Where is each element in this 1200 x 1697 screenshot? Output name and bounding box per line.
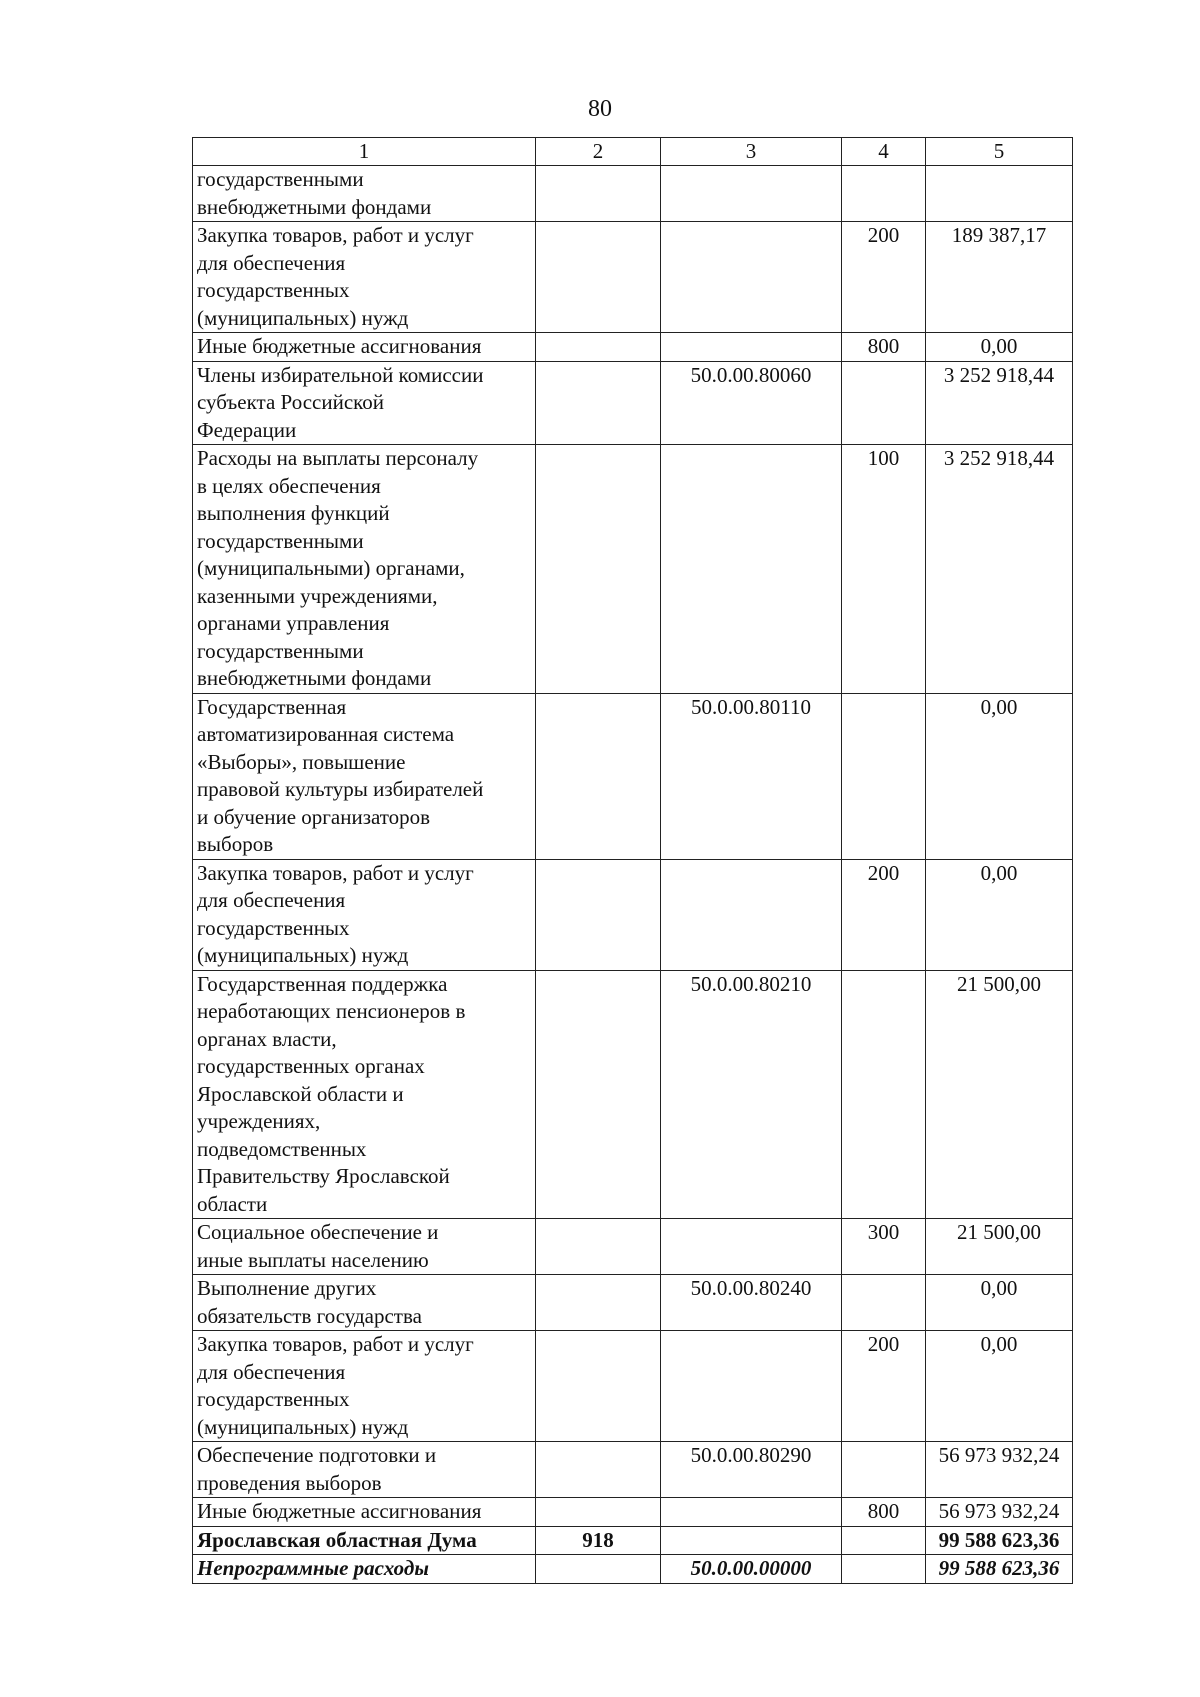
dept-code-cell (536, 1219, 661, 1275)
target-article-cell: 50.0.00.80210 (661, 970, 842, 1219)
expense-type-cell: 800 (842, 333, 926, 362)
amount-cell: 189 387,17 (926, 222, 1073, 333)
amount-cell: 3 252 918,44 (926, 361, 1073, 445)
amount-cell: 3 252 918,44 (926, 445, 1073, 694)
dept-code-cell (536, 445, 661, 694)
expense-name-line: государственными (197, 638, 364, 663)
target-article-cell (661, 445, 842, 694)
target-article-cell: 50.0.00.80110 (661, 693, 842, 859)
expense-name-line: субъекта Российской (197, 390, 385, 414)
table-row (193, 445, 1073, 694)
dept-code-cell (536, 1275, 661, 1331)
expense-name-cell (193, 1498, 536, 1527)
dept-code-cell (536, 1498, 661, 1527)
expense-name-line: обязательств государства (197, 1303, 422, 1328)
expense-name-line: внебюджетными фондами (197, 666, 432, 690)
expense-name-line: в целях обеспечения (197, 473, 381, 498)
expense-type-cell: 200 (842, 222, 926, 333)
expense-name-cell (193, 1331, 536, 1442)
expense-type-cell: 100 (842, 445, 926, 694)
dept-code-cell (536, 859, 661, 970)
budget-table (192, 137, 1073, 1584)
target-article-cell (661, 1331, 842, 1442)
expense-name-line: (муниципальных) нужд (197, 1414, 409, 1439)
amount-cell: 0,00 (926, 333, 1073, 362)
expense-name-cell (193, 445, 536, 694)
table-row (193, 859, 1073, 970)
expense-name-line: Социальное обеспечение и (197, 1220, 439, 1244)
expense-name-line: проведения выборов (197, 1470, 382, 1495)
expense-name-line: (муниципальных) нужд (197, 305, 409, 330)
expense-name-line: (муниципальными) органами, (197, 556, 465, 580)
dept-code-cell (536, 693, 661, 859)
target-article-cell (661, 859, 842, 970)
table-row (193, 1555, 1073, 1584)
expense-name-cell (193, 1219, 536, 1275)
expense-type-cell (842, 166, 926, 222)
table-row (193, 222, 1073, 333)
amount-cell: 99 588 623,36 (926, 1555, 1073, 1584)
expense-name-line: государственными (197, 167, 364, 191)
expense-name-line: Федерации (197, 417, 297, 442)
header-col-2: 2 (536, 138, 661, 166)
expense-name-line: Закупка товаров, работ и услуг (197, 1332, 474, 1356)
expense-name-line: для обеспечения (197, 888, 346, 912)
expense-name-cell (193, 1275, 536, 1331)
expense-name-line: органами управления (197, 611, 390, 635)
expense-name-line: (муниципальных) нужд (197, 943, 409, 967)
expense-type-cell (842, 1526, 926, 1555)
expense-name-cell (193, 970, 536, 1219)
expense-name-cell (193, 1442, 536, 1498)
table-row (193, 1526, 1073, 1555)
expense-name-line: казенными учреждениями, (197, 583, 438, 608)
expense-name-line: Ярославская областная Дума (197, 1527, 477, 1552)
expense-name-line: и обучение организаторов (197, 804, 431, 829)
expense-name-cell (193, 166, 536, 222)
expense-name-line: государственных (197, 915, 350, 940)
target-article-cell: 50.0.00.80240 (661, 1275, 842, 1331)
expense-name-line: Закупка товаров, работ и услуг (197, 860, 474, 885)
target-article-cell: 50.0.00.00000 (661, 1555, 842, 1584)
header-col-1: 1 (193, 138, 536, 166)
expense-type-cell (842, 693, 926, 859)
expense-name-line: Иные бюджетные ассигнования (197, 1499, 482, 1523)
expense-name-line: выполнения функций (197, 501, 390, 525)
header-col-4: 4 (842, 138, 926, 166)
expense-name-line: автоматизированная система (197, 722, 455, 746)
amount-cell: 0,00 (926, 693, 1073, 859)
header-col-5: 5 (926, 138, 1073, 166)
table-row (193, 1275, 1073, 1331)
amount-cell: 21 500,00 (926, 1219, 1073, 1275)
dept-code-cell (536, 1331, 661, 1442)
target-article-cell (661, 166, 842, 222)
expense-name-line: Иные бюджетные ассигнования (197, 334, 482, 358)
amount-cell: 0,00 (926, 1275, 1073, 1331)
expense-type-cell (842, 1275, 926, 1331)
amount-cell: 56 973 932,24 (926, 1442, 1073, 1498)
dept-code-cell (536, 970, 661, 1219)
table-row (193, 361, 1073, 445)
target-article-cell (661, 1219, 842, 1275)
dept-code-cell (536, 1555, 661, 1584)
expense-name-line: Непрограммные расходы (197, 1556, 429, 1580)
expense-name-line: Расходы на выплаты персоналу (197, 446, 479, 470)
table-row (193, 970, 1073, 1219)
table-row (193, 1219, 1073, 1275)
expense-name-line: государственных органах (197, 1054, 425, 1078)
target-article-cell: 50.0.00.80290 (661, 1442, 842, 1498)
expense-name-line: для обеспечения (197, 1359, 346, 1384)
dept-code-cell (536, 361, 661, 445)
amount-cell: 0,00 (926, 859, 1073, 970)
expense-name-line: выборов (197, 832, 274, 856)
expense-type-cell: 200 (842, 1331, 926, 1442)
expense-name-line: учреждениях, (197, 1109, 321, 1133)
amount-cell: 0,00 (926, 1331, 1073, 1442)
expense-name-cell (193, 333, 536, 362)
target-article-cell (661, 1498, 842, 1527)
target-article-cell: 50.0.00.80060 (661, 361, 842, 445)
amount-cell (926, 166, 1073, 222)
expense-name-line: области (197, 1191, 268, 1216)
expense-name-line: иные выплаты населению (197, 1247, 429, 1272)
dept-code-cell (536, 166, 661, 222)
expense-name-line: Закупка товаров, работ и услуг (197, 223, 474, 247)
expense-name-line: органах власти, (197, 1026, 337, 1051)
expense-name-line: Выполнение других (197, 1276, 377, 1300)
expense-name-line: Обеспечение подготовки и (197, 1443, 437, 1467)
expense-name-line: внебюджетными фондами (197, 194, 432, 219)
target-article-cell (661, 222, 842, 333)
expense-name-cell (193, 222, 536, 333)
table-row (193, 1498, 1073, 1527)
dept-code-cell (536, 222, 661, 333)
table-row (193, 693, 1073, 859)
expense-name-line: государственных (197, 1387, 350, 1411)
expense-type-cell (842, 970, 926, 1219)
table-row (193, 166, 1073, 222)
expense-type-cell: 800 (842, 1498, 926, 1527)
expense-name-line: неработающих пенсионеров в (197, 999, 466, 1023)
expense-type-cell (842, 1442, 926, 1498)
expense-name-line: Правительству Ярославской (197, 1164, 450, 1188)
table-row (193, 1331, 1073, 1442)
table-row (193, 333, 1073, 362)
expense-name-cell (193, 361, 536, 445)
expense-type-cell: 300 (842, 1219, 926, 1275)
amount-cell: 21 500,00 (926, 970, 1073, 1219)
expense-name-line: Члены избирательной комиссии (197, 362, 484, 387)
expense-name-line: для обеспечения (197, 250, 346, 275)
expense-type-cell: 200 (842, 859, 926, 970)
amount-cell: 56 973 932,24 (926, 1498, 1073, 1527)
amount-cell: 99 588 623,36 (926, 1526, 1073, 1555)
expense-type-cell (842, 361, 926, 445)
expense-name-line: подведомственных (197, 1136, 367, 1161)
dept-code-cell (536, 333, 661, 362)
header-col-3: 3 (661, 138, 842, 166)
expense-name-line: государственных (197, 278, 350, 302)
page-number: 80 (588, 96, 612, 122)
expense-name-cell (193, 1526, 536, 1555)
expense-name-line: Государственная поддержка (197, 971, 448, 996)
expense-name-line: Ярославской области и (197, 1081, 404, 1106)
expense-name-cell (193, 693, 536, 859)
expense-name-line: правовой культуры избирателей (197, 777, 484, 801)
expense-name-line: государственными (197, 528, 364, 553)
target-article-cell (661, 1526, 842, 1555)
dept-code-cell (536, 1442, 661, 1498)
expense-name-cell (193, 859, 536, 970)
expense-name-line: «Выборы», повышение (197, 749, 406, 774)
table-row (193, 1442, 1073, 1498)
expense-name-line: Государственная (197, 694, 347, 719)
table-header-row (193, 138, 1073, 166)
expense-name-cell (193, 1555, 536, 1584)
target-article-cell (661, 333, 842, 362)
expense-type-cell (842, 1555, 926, 1584)
dept-code-cell: 918 (536, 1526, 661, 1555)
